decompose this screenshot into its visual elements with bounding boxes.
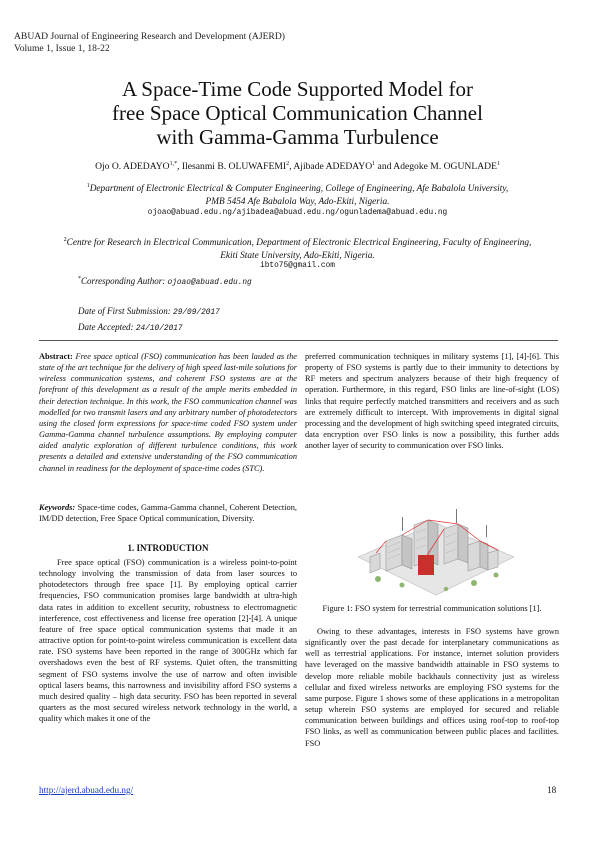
introduction-paragraph-2: Owing to these advantages, interests in FSO systems have grown significantly over the past decade for interplanetary communications as well as terrestrial applications. For instance, internet solution providers have leveraged on the massive bandwidth attainable in FSO systems to develop more reliable mobile backhauls connectivity just as wireless cellular and fixed wireless networks are employing FSO systems for the same purpose. Figure 1 shows some of these applications in a metropolitan setup wherein FSO systems are employed for secured and reliable communication between buildings and offices using roof-top to roof-top FSO links, as well as communication between public places and facilities. FSO bbox=[305, 627, 559, 748]
affiliation-2-line-1: Centre for Research in Electrical Communication, Department of Electronic Electrical Engineering, Faculty of Engineering, bbox=[66, 238, 532, 249]
journal-website-link[interactable]: http://ajerd.abuad.edu.ng/ bbox=[39, 785, 134, 795]
corresponding-author bbox=[78, 276, 252, 287]
author-list bbox=[14, 158, 581, 173]
city-illustration-image bbox=[356, 495, 516, 597]
affiliation-1-mark: 1 bbox=[86, 183, 90, 189]
abstract bbox=[39, 351, 297, 474]
header-divider bbox=[39, 340, 558, 341]
affiliation-2-mark: 2 bbox=[63, 237, 67, 243]
submission-label: Date of First Submission: bbox=[78, 306, 174, 316]
author-2-mark: 2 bbox=[286, 161, 290, 167]
submission-dates bbox=[78, 305, 220, 336]
section-heading-introduction: 1. INTRODUCTION bbox=[127, 543, 209, 553]
author-3-mark: 1 bbox=[372, 161, 376, 167]
abstract-text: Free space optical (FSO) communication has been lauded as the state of the art technique for the delivery of high speed last-mile solutions for wireless communication systems, and coherent FSO systems are at the forefront of this development as a result of the ample merits embedded in their detection technique. In this work, the FSO communication channel was modelled for two transmit lasers and any arbitrary number of photodetectors using the closed form expressions for space-time coded FSO system under Gamma-Gamma channel turbulence assumptions. By employing computer aided analytic exploration of different turbulence conditions, this work presents a detailed and extensive understanding of the FSO communication channel in readiness for the deployment of space-time codes (STC). bbox=[39, 352, 297, 473]
abstract-label: Abstract: bbox=[39, 352, 73, 361]
affiliation-2-line-2: Ekiti State University, Ado-Ekiti, Nigeria. bbox=[220, 251, 375, 262]
paper-title bbox=[40, 77, 555, 150]
keywords-label: Keywords: bbox=[39, 503, 76, 512]
author-4-mark: 1 bbox=[496, 161, 500, 167]
corresponding-label: Corresponding Author: bbox=[81, 276, 168, 286]
author-4: and Adegoke M. OGUNLADE bbox=[375, 161, 497, 173]
author-1: Ojo O. ADEDAYO bbox=[95, 161, 170, 173]
figure-1-caption: Figure 1: FSO system for terrestrial communication solutions [1]. bbox=[322, 604, 542, 613]
page-number: 18 bbox=[547, 785, 557, 795]
title-line-2: free Space Optical Communication Channel bbox=[112, 101, 483, 126]
affiliation-1 bbox=[30, 180, 565, 209]
title-line-3: with Gamma-Gamma Turbulence bbox=[156, 125, 439, 150]
affiliation-1-line-2: PMB 5454 Afe Babalola Way, Ado-Ekiti, Nigeria. bbox=[205, 197, 390, 208]
submission-date: 29/09/2017 bbox=[173, 309, 220, 317]
journal-name: ABUAD Journal of Engineering Research and Development (AJERD) bbox=[14, 31, 285, 42]
affiliation-1-emails[interactable]: ojoao@abuad.edu.ng/ajibadea@abuad.edu.ng/ogunladema@abuad.edu.ng bbox=[147, 209, 448, 217]
introduction-paragraph-1: Free space optical (FSO) communication is a wireless point-to-point technology involving the transmission of data from laser sources to photodetectors through free space [1]. By employing optical carrier frequencies, FSO communication promises large bandwidth at ultra-high data rates in addition to excellent security, robustness to electromagnetic interference, cost effectiveness and license free operation [2]-[4]. A unique feature of free space optical communication systems that made it an attractive option for point-to-point wireless communication is excellent data rate. FSO systems have been reported in the range of 300GHz which far overshadows even the best of RF systems. Quiet often, the transmitting segment of FSO systems involve the use of narrow and often invisible optical lasers beams, this narrowness and invisibility afford FSO systems a much desired quality – high data security. FSO has been reported in several quarters as the most secured wireless network technology in the world, a quality which makes it one of the bbox=[39, 558, 297, 724]
keywords bbox=[39, 502, 297, 524]
author-1-mark: 1,* bbox=[169, 161, 178, 167]
author-3: , Ajibade ADEDAYO bbox=[289, 161, 373, 173]
title-line-1: A Space-Time Code Supported Model for bbox=[122, 77, 473, 101]
affiliation-2 bbox=[30, 234, 565, 263]
corresponding-mark: * bbox=[78, 276, 81, 282]
journal-issue: Volume 1, Issue 1, 18-22 bbox=[14, 42, 110, 54]
red-building-icon bbox=[418, 555, 434, 575]
corresponding-email[interactable]: ojoao@abuad.edu.ng bbox=[167, 279, 252, 287]
author-2: , Ilesanmi B. OLUWAFEMI bbox=[177, 161, 287, 173]
affiliation-1-line-1: Department of Electronic Electrical & Computer Engineering, College of Engineering, Afe Babalola University, bbox=[89, 184, 509, 195]
accepted-label: Date Accepted: bbox=[78, 321, 136, 332]
introduction-paragraph-1-continued: preferred communication techniques in military systems [1], [4]-[6]. This property of FSO systems is partly due to their immunity to detections by RF meters and spectrum analyzers because of their high frequency of operation. Furthermore, in this regard, FSO links are line-of-sight (LOS) links that require perfectly matched transmitters and receivers and as such are extremely difficult to intercept. With improvements in digital signal processing and the development of high switching speed integrated circuits, data encryption over FSO links is now a possibility, this further adds another layer of security to communication over FSO links. bbox=[305, 352, 559, 451]
figure-fso-city-illustration bbox=[356, 495, 516, 597]
affiliation-2-email[interactable]: ibto75@gmail.com bbox=[260, 262, 335, 270]
journal-header bbox=[14, 31, 285, 54]
accepted-date: 24/10/2017 bbox=[135, 324, 183, 333]
keywords-text: Space-time codes, Gamma-Gamma channel, Coherent Detection, IM/DD detection, Free Space Optical communication, Diversity. bbox=[39, 503, 297, 524]
